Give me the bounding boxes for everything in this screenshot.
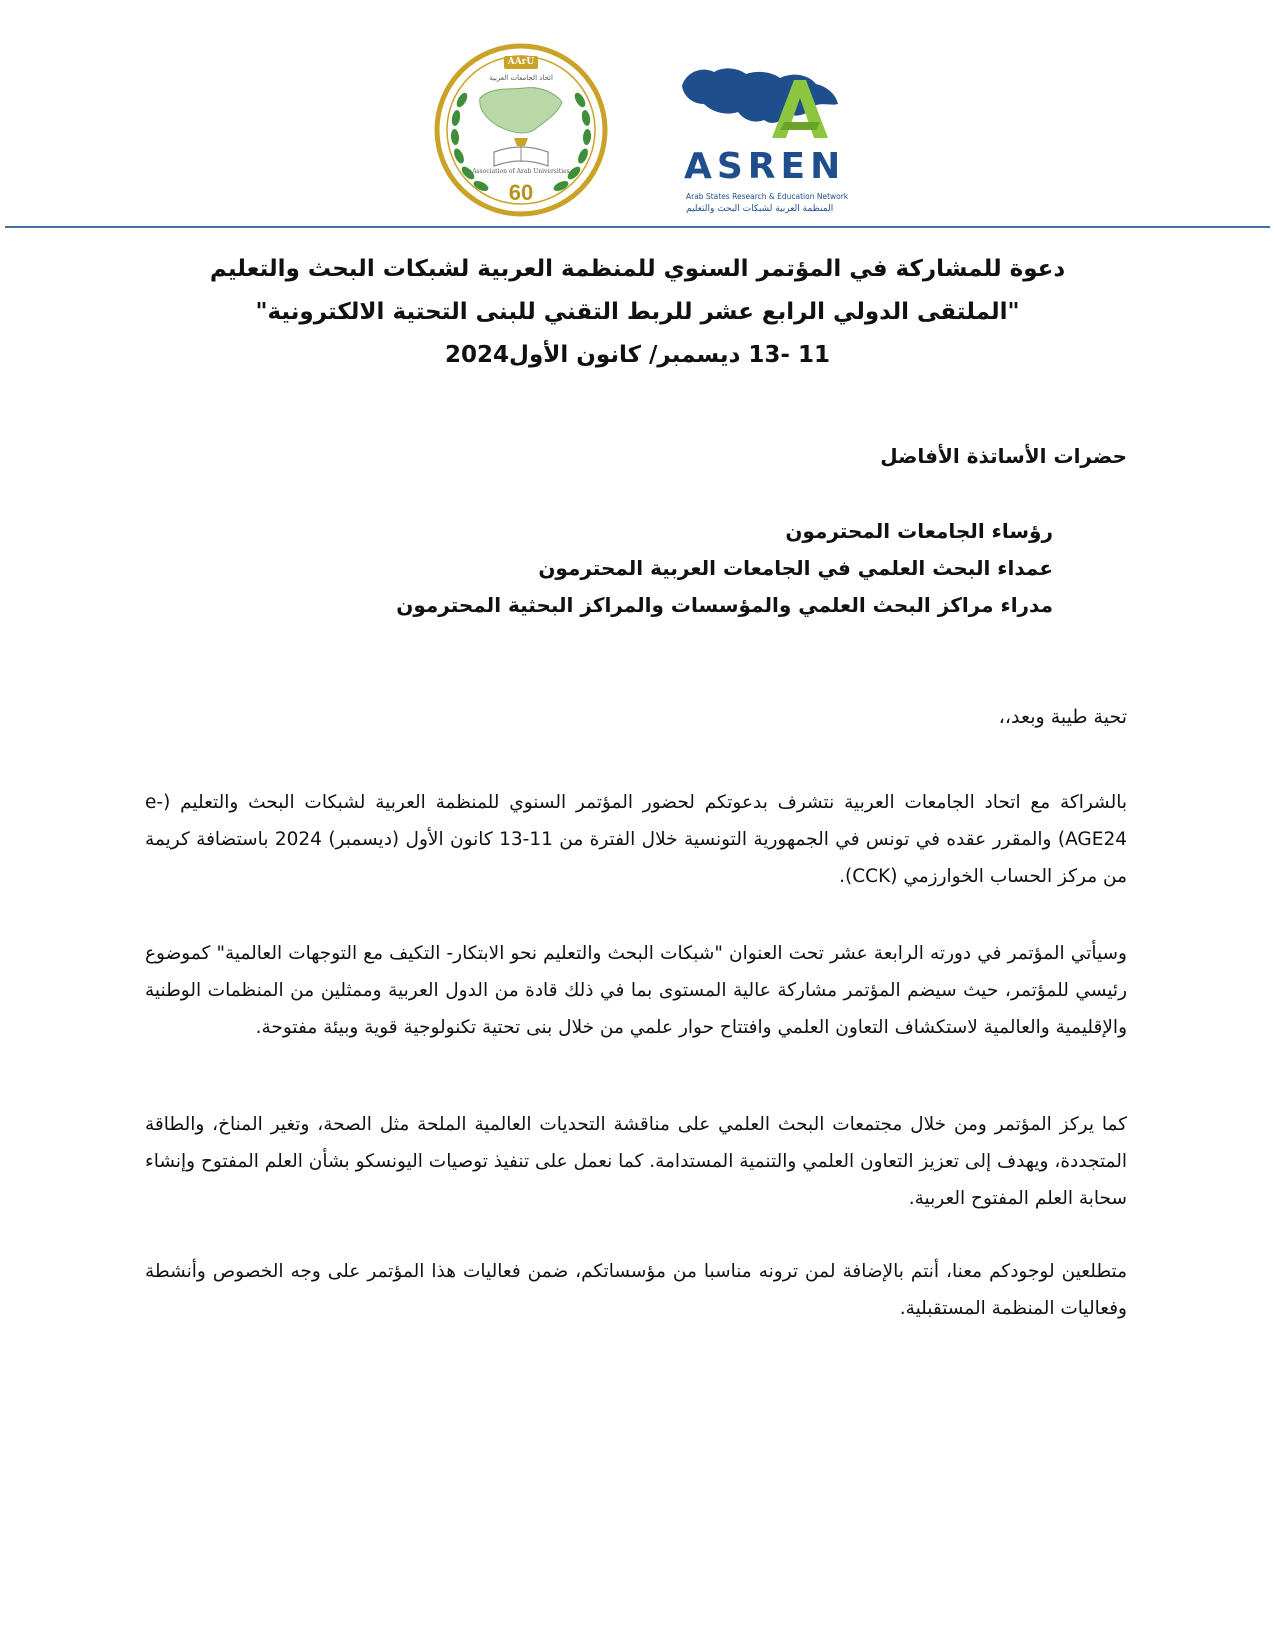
arab-region-map-icon [680,62,860,142]
aaru-ring-text: Association of Arab Universities [472,168,570,175]
header-divider [5,226,1270,228]
recipient-line: مدراء مراكز البحث العلمي والمؤسسات والمراكز البحثية المحترمون [396,593,1053,617]
body-paragraph: متطلعين لوجودكم معنا، أنتم بالإضافة لمن ترونه مناسبا من مؤسساتكم، ضمن فعاليات هذا المؤتمر على وجه الخصوص وأنشطة وفعاليات المنظمة المستقبلية. [145,1261,1127,1319]
header-logos [0,40,1275,230]
body-paragraph: كما يركز المؤتمر ومن خلال مجتمعات البحث العلمي على مناقشة التحديات العالمية الملحة مثل الصحة، وتغير المناخ، والطاقة المتجددة، ويهدف إلى تعزيز التعاون العلمي والتنمية المستدامة. كما نعمل على تنفيذ توصيات اليونسكو بشأن العلم المفتوح وإنشاء سحابة العلم المفتوح العربية. [145,1114,1127,1209]
recipients-list [396,513,1053,624]
asren-wordmark: ASREN [684,146,846,187]
title-line-3: 11 -13 ديسمبر/ كانون الأول2024 [445,342,830,368]
greeting: تحية طيبة وبعد،، [998,706,1127,728]
recipient-line: رؤساء الجامعات المحترمون [785,519,1053,543]
invitation-title [100,248,1175,377]
aaru-badge-text: AArU [507,57,535,67]
aaru-anniversary-number: 60 [508,180,534,205]
body-paragraph: بالشراكة مع اتحاد الجامعات العربية نتشرف بدعوتكم لحضور المؤتمر السنوي للمنظمة العربية لشبكات البحث والتعليم (e-AGE24) والمقرر عقده في تونس في الجمهورية التونسية خلال الفترة من 11-13 كانون الأول (ديسمبر) 2024 باستضافة كريمة من مركز الحساب الخوارزمي (CCK). [145,792,1127,887]
aaru-logo [432,40,610,222]
asren-subtitle-arabic: المنظمة العربية لشبكات البحث والتعليم [686,204,834,214]
salutation: حضرات الأساتذة الأفاضل [880,444,1127,468]
title-line-2: "الملتقى الدولي الرابع عشر للربط التقني للبنى التحتية الالكترونية" [255,299,1020,325]
recipient-line: عمداء البحث العلمي في الجامعات العربية المحترمون [538,556,1053,580]
asren-subtitle-english: Arab States Research & Education Network [686,192,849,201]
asren-logo [680,62,860,222]
title-line-1: دعوة للمشاركة في المؤتمر السنوي للمنظمة العربية لشبكات البحث والتعليم [209,256,1066,282]
body-paragraph: وسيأتي المؤتمر في دورته الرابعة عشر تحت العنوان "شبكات البحث والتعليم نحو الابتكار- التكيف مع التوجهات العالمية" كموضوع رئيسي للمؤتمر، حيث سيضم المؤتمر مشاركة عالية المستوى بما في ذلك قادة من الدول العربية وممثلين من المنظمات الوطنية والإقليمية والعالمية لاستكشاف التعاون العلمي وافتتاح حوار علمي من خلال بنى تحتية تكنولوجية قوية وبيئة مفتوحة. [145,943,1127,1038]
aaru-arabic-text: اتحاد الجامعات العربية [489,74,553,82]
